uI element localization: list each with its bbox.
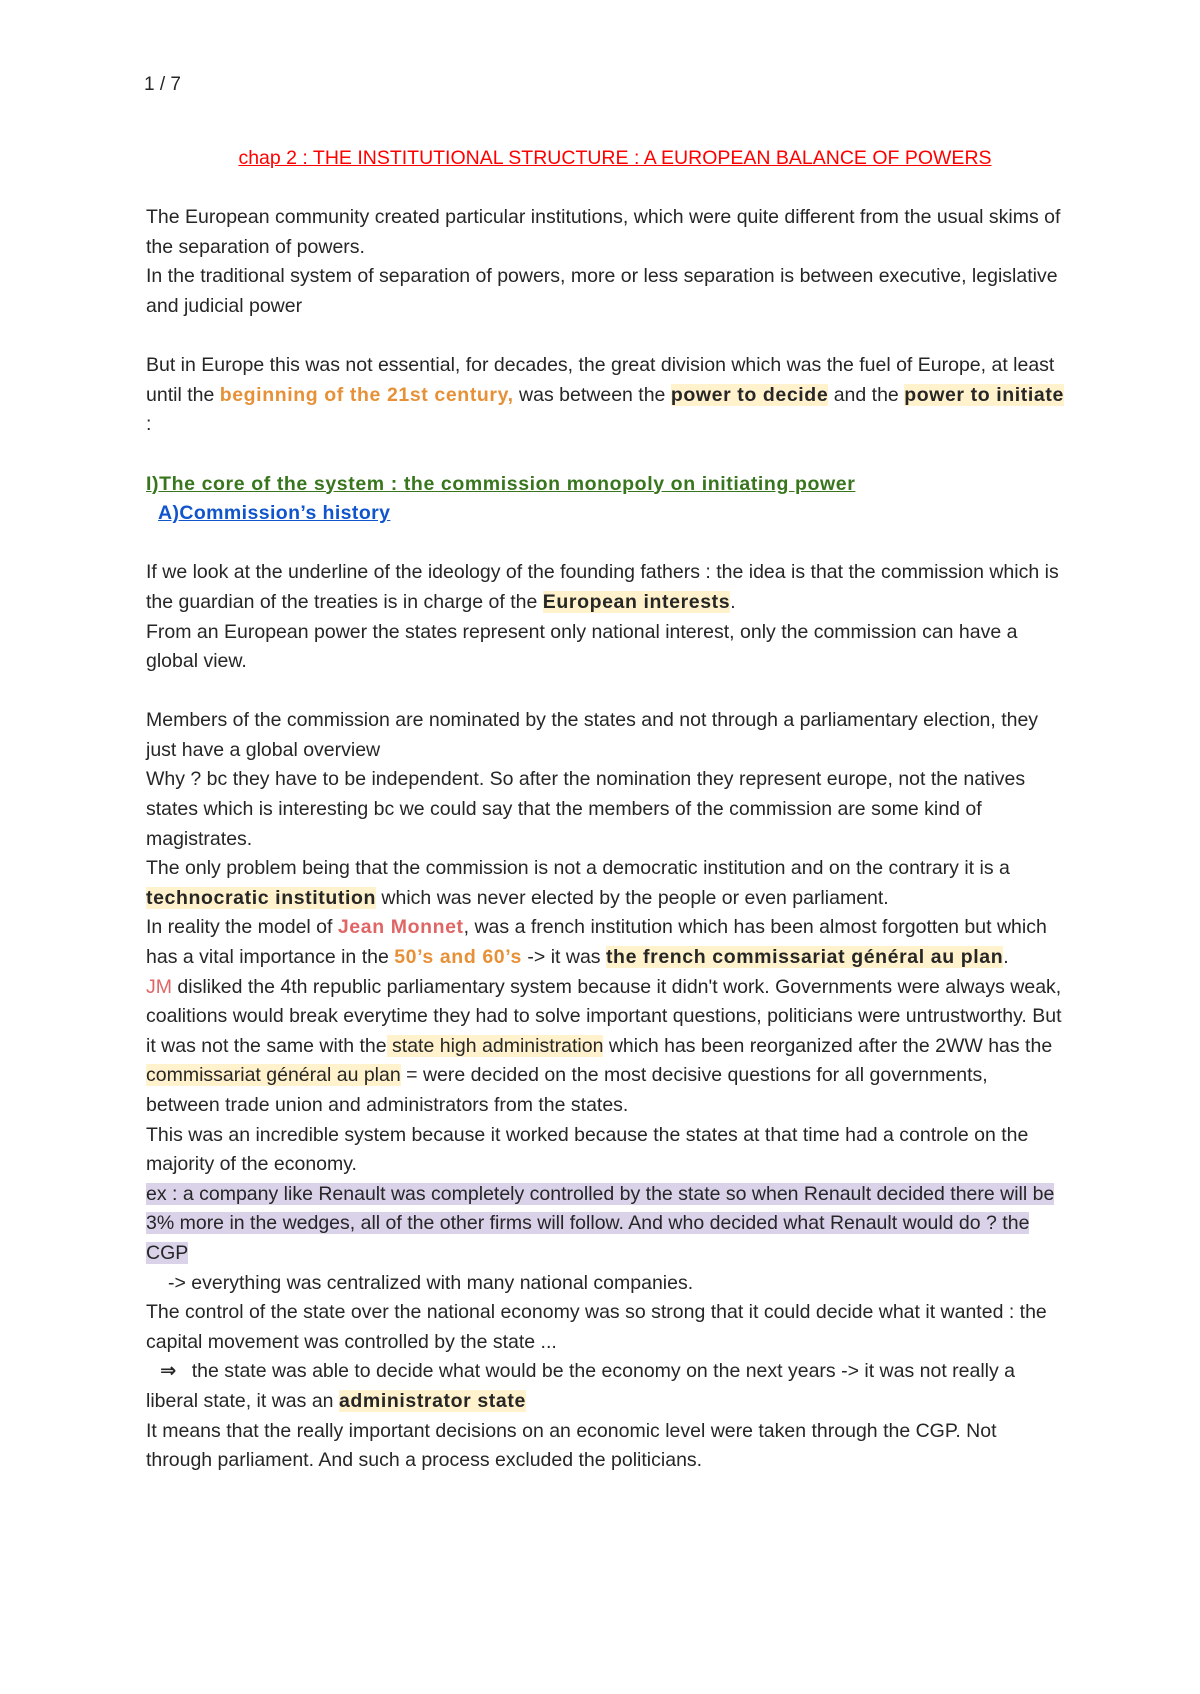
highlight-administrator-state: administrator state — [338, 1389, 526, 1412]
jm-text-3: = were decided on the most decisive questions for all governments, between trade union and administrators from the states. — [146, 1064, 988, 1116]
double-arrow-icon: ⇒ — [160, 1360, 177, 1383]
arrow-administrator-state — [146, 1357, 1066, 1416]
members-paragraph-4 — [146, 913, 1066, 972]
highlight-power-to-decide: power to decide — [670, 383, 829, 406]
intro-paragraph-1: The European community created particular institutions, which were quite different from the usual skims of the separation of powers. — [146, 206, 1061, 258]
europe-text-1: But in Europe this was not essential, for decades, the great division which was the fuel of Europe, at least until the — [146, 354, 1055, 406]
jm-text-1: disliked the 4th republic parliamentary system because it didn't work. Governments were always weak, coalitions would break everytime they had to solve important questions, politicians were untrustworthy. But it was not the same with the — [146, 975, 1062, 1057]
section-heading-I: I)The core of the system : the commission monopoly on initiating power — [146, 472, 856, 495]
europe-text-2: was between the — [513, 383, 671, 406]
intro-paragraph-2: In the traditional system of separation of powers, more or less separation is between executive, legislative and judicial power — [146, 265, 1058, 317]
decisions-paragraph: It means that the really important decisions on an economic level were taken through the CGP. Not through parliament. And such a process excluded the politicians. — [146, 1419, 997, 1472]
monnet-text-1: In reality the model of — [146, 916, 338, 939]
monnet-text-2: , was a french institution which has been almost forgotten but which has a vital importance in the — [146, 916, 1047, 969]
highlight-renault-example: ex : a company like Renault was completely controlled by the state so when Renault decided there will be 3% more in the wedges, all of the other firms will follow. And who decided what Renault would do ? the CGP — [146, 1182, 1055, 1264]
highlight-technocratic-institution: technocratic institution — [146, 886, 376, 909]
spacer — [146, 322, 1066, 352]
indent-spacer — [146, 1360, 160, 1382]
arrow-centralized: -> everything was centralized with many national companies. — [168, 1271, 694, 1294]
jm-paragraph — [146, 973, 1066, 1121]
members-text-2: which was never elected by the people or even parliament. — [376, 886, 889, 909]
founding-paragraph — [146, 558, 1066, 617]
highlight-state-high-administration: state high administration — [386, 1034, 604, 1057]
renault-example — [146, 1180, 1066, 1269]
highlight-jean-monnet: Jean Monnet — [337, 916, 464, 939]
europe-text-3: and the — [828, 383, 905, 406]
founding-paragraph-2: From an European power the states represent only national interest, only the commission can have a global view. — [146, 620, 1018, 673]
europe-paragraph — [146, 351, 1066, 440]
highlight-cgp: commissariat général au plan — [146, 1064, 401, 1087]
spacer — [146, 440, 1066, 470]
incredible-system-paragraph: This was an incredible system because it worked because the states at that time had a controle on the majority of the economy. — [146, 1123, 1029, 1176]
jm-text-2: which has been reorganized after the 2WW has the — [603, 1034, 1053, 1057]
administrator-text: the state was able to decide what would be the economy on the next years -> it was not really a liberal state, it was an — [146, 1360, 1016, 1412]
monnet-text-3: -> it was — [521, 946, 606, 969]
highlight-commissariat: the french commissariat général au plan — [605, 946, 1004, 969]
highlight-21st-century: beginning of the 21st century, — [219, 383, 514, 406]
members-paragraph-1: Members of the commission are nominated by the states and not through a parliamentary election, they just have a global overview — [146, 709, 1039, 761]
spacer — [146, 677, 1066, 707]
highlight-european-interests: European interests — [542, 590, 731, 613]
members-paragraph-3 — [146, 854, 1066, 913]
founding-text-1: If we look at the underline of the ideology of the founding fathers : the idea is that the commission which is the guardian of the treaties is in charge of the — [146, 561, 1059, 613]
page-number: 1 / 7 — [144, 74, 181, 95]
founding-text-2: . — [730, 590, 736, 613]
highlight-jm: JM — [146, 975, 172, 998]
monnet-text-4: . — [1003, 946, 1009, 969]
chapter-title: chap 2 : THE INSTITUTIONAL STRUCTURE : A EUROPEAN BALANCE OF POWERS — [238, 147, 992, 169]
document-body — [146, 144, 1066, 1476]
highlight-power-to-initiate: power to initiate — [904, 383, 1064, 406]
members-paragraph-2: Why ? bc they have to be independent. So after the nomination they represent europe, not the natives states which is interesting bc we could say that the members of the commission are some kind of magistrates. — [146, 768, 1026, 850]
members-text-1: The only problem being that the commission is not a democratic institution and on the contrary it is a — [146, 857, 1010, 880]
spacer — [146, 529, 1066, 559]
spacer — [146, 174, 1066, 204]
control-paragraph: The control of the state over the national economy was so strong that it could decide what it wanted : the capital movement was controlled by the state ... — [146, 1301, 1047, 1353]
highlight-decades: 50’s and 60’s — [394, 946, 522, 969]
section-heading-A: A)Commission’s history — [158, 502, 391, 525]
europe-text-4: : — [146, 413, 152, 436]
